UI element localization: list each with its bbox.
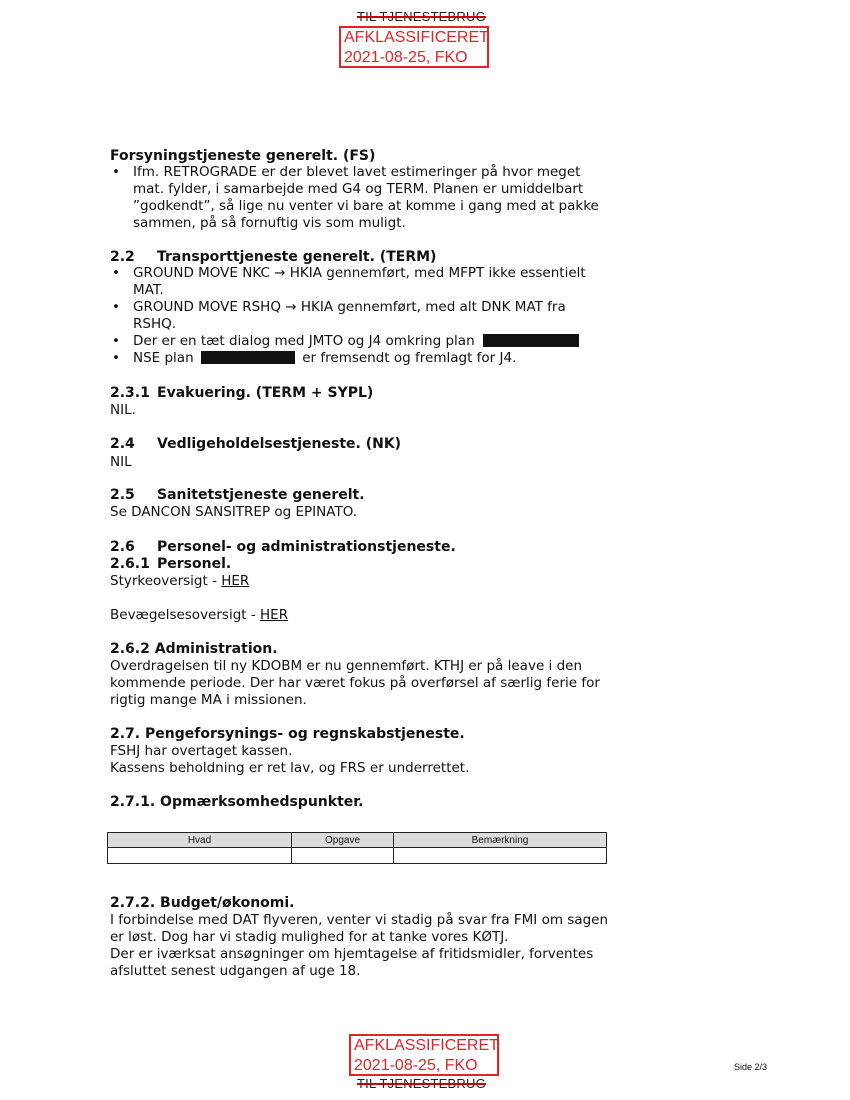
- section-title: Sanitetstjeneste generelt.: [157, 487, 365, 503]
- b1-line-2: MAT.: [133, 282, 164, 298]
- b4-text-post: er fremsendt og fremlagt for J4.: [302, 350, 517, 366]
- strength-overview-label: Styrkeoversigt -: [110, 573, 222, 589]
- b4-text-pre: NSE plan: [133, 350, 194, 366]
- bullet-icon: •: [112, 299, 120, 315]
- bullet-icon: •: [112, 164, 120, 180]
- section-title: Personel- og administrationstjeneste.: [157, 539, 456, 555]
- b1-line-1: GROUND MOVE NKC → HKIA gennemført, med MFPT ikke essentielt: [133, 265, 586, 281]
- section-2-6-2-heading: 2.6.2 Administration.: [110, 641, 278, 657]
- section-title: Transporttjeneste generelt. (TERM): [157, 249, 437, 265]
- strength-overview-line: [110, 573, 249, 590]
- b2-line-1: GROUND MOVE RSHQ → HKIA gennemført, med alt DNK MAT fra: [133, 299, 566, 315]
- section-fs-heading: Forsyningstjeneste generelt. (FS): [110, 148, 376, 164]
- b3-text: Der er en tæt dialog med JMTO og J4 omkring plan: [133, 333, 475, 349]
- list-item: [110, 333, 586, 350]
- table-header-cell: Bemærkning: [394, 833, 607, 848]
- strength-overview-link[interactable]: HER: [221, 573, 250, 589]
- table-cell: [292, 848, 394, 864]
- table-header-cell: Opgave: [292, 833, 394, 848]
- bullet-icon: •: [112, 265, 120, 281]
- text-line: Kassens beholdning er ret lav, og FRS er underrettet.: [110, 760, 470, 776]
- section-2-6-1-heading: [110, 556, 231, 573]
- page-number: Side 2/3: [734, 1062, 768, 1072]
- fs-line-4: sammen, på så fornuftig vis som muligt.: [133, 215, 406, 231]
- section-2-6-2-body: [110, 658, 600, 709]
- table-cell: [108, 848, 292, 864]
- section-2-7-2-body: [110, 912, 608, 980]
- section-2-2-heading: [110, 249, 436, 266]
- section-title: Evakuering. (TERM + SYPL): [157, 385, 374, 401]
- movement-overview-label: Bevægelsesoversigt -: [110, 607, 261, 623]
- text-line: rigtig mange MA i missionen.: [110, 692, 307, 708]
- section-fs-list: [110, 164, 599, 232]
- declassified-stamp-top: [339, 26, 489, 68]
- fs-line-3: ”godkendt”, så lige nu venter vi bare at komme i gang med at pakke: [133, 198, 599, 214]
- list-item: [110, 350, 586, 367]
- text-line: I forbindelse med DAT flyveren, venter vi stadig på svar fra FMI om sagen: [110, 912, 609, 928]
- bullet-icon: •: [112, 350, 120, 366]
- section-number: 2.4: [110, 436, 135, 452]
- list-item: [110, 265, 586, 299]
- section-number: 2.6.1: [110, 556, 150, 572]
- section-2-7-2-heading: 2.7.2. Budget/økonomi.: [110, 895, 295, 911]
- table-cell: [394, 848, 607, 864]
- stamp-bottom-line2: 2021-08-25, FKO: [354, 1057, 478, 1074]
- text-line: Overdragelsen til ny KDOBM er nu gennemført. KTHJ er på leave i den: [110, 658, 583, 674]
- table-header-cell: Hvad: [108, 833, 292, 848]
- section-number: 2.3.1: [110, 385, 150, 401]
- section-title: Vedligeholdelsestjeneste. (NK): [157, 436, 402, 452]
- classification-bottom: TIL TJENESTEBRUG: [357, 1076, 486, 1091]
- section-number: 2.6: [110, 539, 135, 555]
- section-2-7-body: [110, 743, 469, 777]
- redaction-bar: [483, 334, 579, 347]
- section-2-4-heading: [110, 436, 401, 453]
- section-2-7-heading: 2.7. Pengeforsynings- og regnskabstjeneste.: [110, 726, 465, 742]
- section-2-6-heading: [110, 539, 456, 556]
- table-row: [108, 848, 607, 864]
- bullet-icon: •: [112, 333, 120, 349]
- text-line: afsluttet senest udgangen af uge 18.: [110, 963, 361, 979]
- section-2-3-1-text: NIL.: [110, 402, 136, 418]
- stamp-bottom-line1: AFKLASSIFICERET: [354, 1037, 499, 1054]
- list-item: [110, 299, 586, 333]
- section-2-2-list: [110, 265, 586, 367]
- declassified-stamp-bottom: [349, 1034, 499, 1076]
- section-number: 2.2: [110, 249, 135, 265]
- text-line: er løst. Dog har vi stadig mulighed for at tanke vores KØTJ.: [110, 929, 509, 945]
- attention-points-table: [107, 832, 607, 864]
- fs-line-2: mat. fylder, i samarbejde med G4 og TERM. Planen er umiddelbart: [133, 181, 584, 197]
- section-title: Personel.: [157, 556, 232, 572]
- classification-top: TIL TJENESTEBRUG: [357, 9, 486, 24]
- section-number: 2.5: [110, 487, 135, 503]
- section-2-4-text: NIL: [110, 454, 132, 470]
- movement-overview-line: [110, 607, 288, 624]
- movement-overview-link[interactable]: HER: [260, 607, 289, 623]
- stamp-top-line1: AFKLASSIFICERET: [344, 29, 489, 46]
- section-2-7-1-heading: 2.7.1. Opmærksomhedspunkter.: [110, 794, 364, 810]
- text-line: kommende periode. Der har været fokus på overførsel af særlig ferie for: [110, 675, 600, 691]
- table-header-row: [108, 833, 607, 848]
- section-2-5-heading: [110, 487, 365, 504]
- list-item: [110, 164, 599, 232]
- stamp-top-line2: 2021-08-25, FKO: [344, 49, 468, 66]
- text-line: FSHJ har overtaget kassen.: [110, 743, 293, 759]
- fs-line-1: Ifm. RETROGRADE er der blevet lavet estimeringer på hvor meget: [133, 164, 581, 180]
- redaction-bar: [201, 351, 295, 364]
- section-2-5-text: Se DANCON SANSITREP og EPINATO.: [110, 504, 358, 520]
- text-line: Der er iværksat ansøgninger om hjemtagelse af fritidsmidler, forventes: [110, 946, 594, 962]
- section-2-3-1-heading: [110, 385, 373, 402]
- b2-line-2: RSHQ.: [133, 316, 177, 332]
